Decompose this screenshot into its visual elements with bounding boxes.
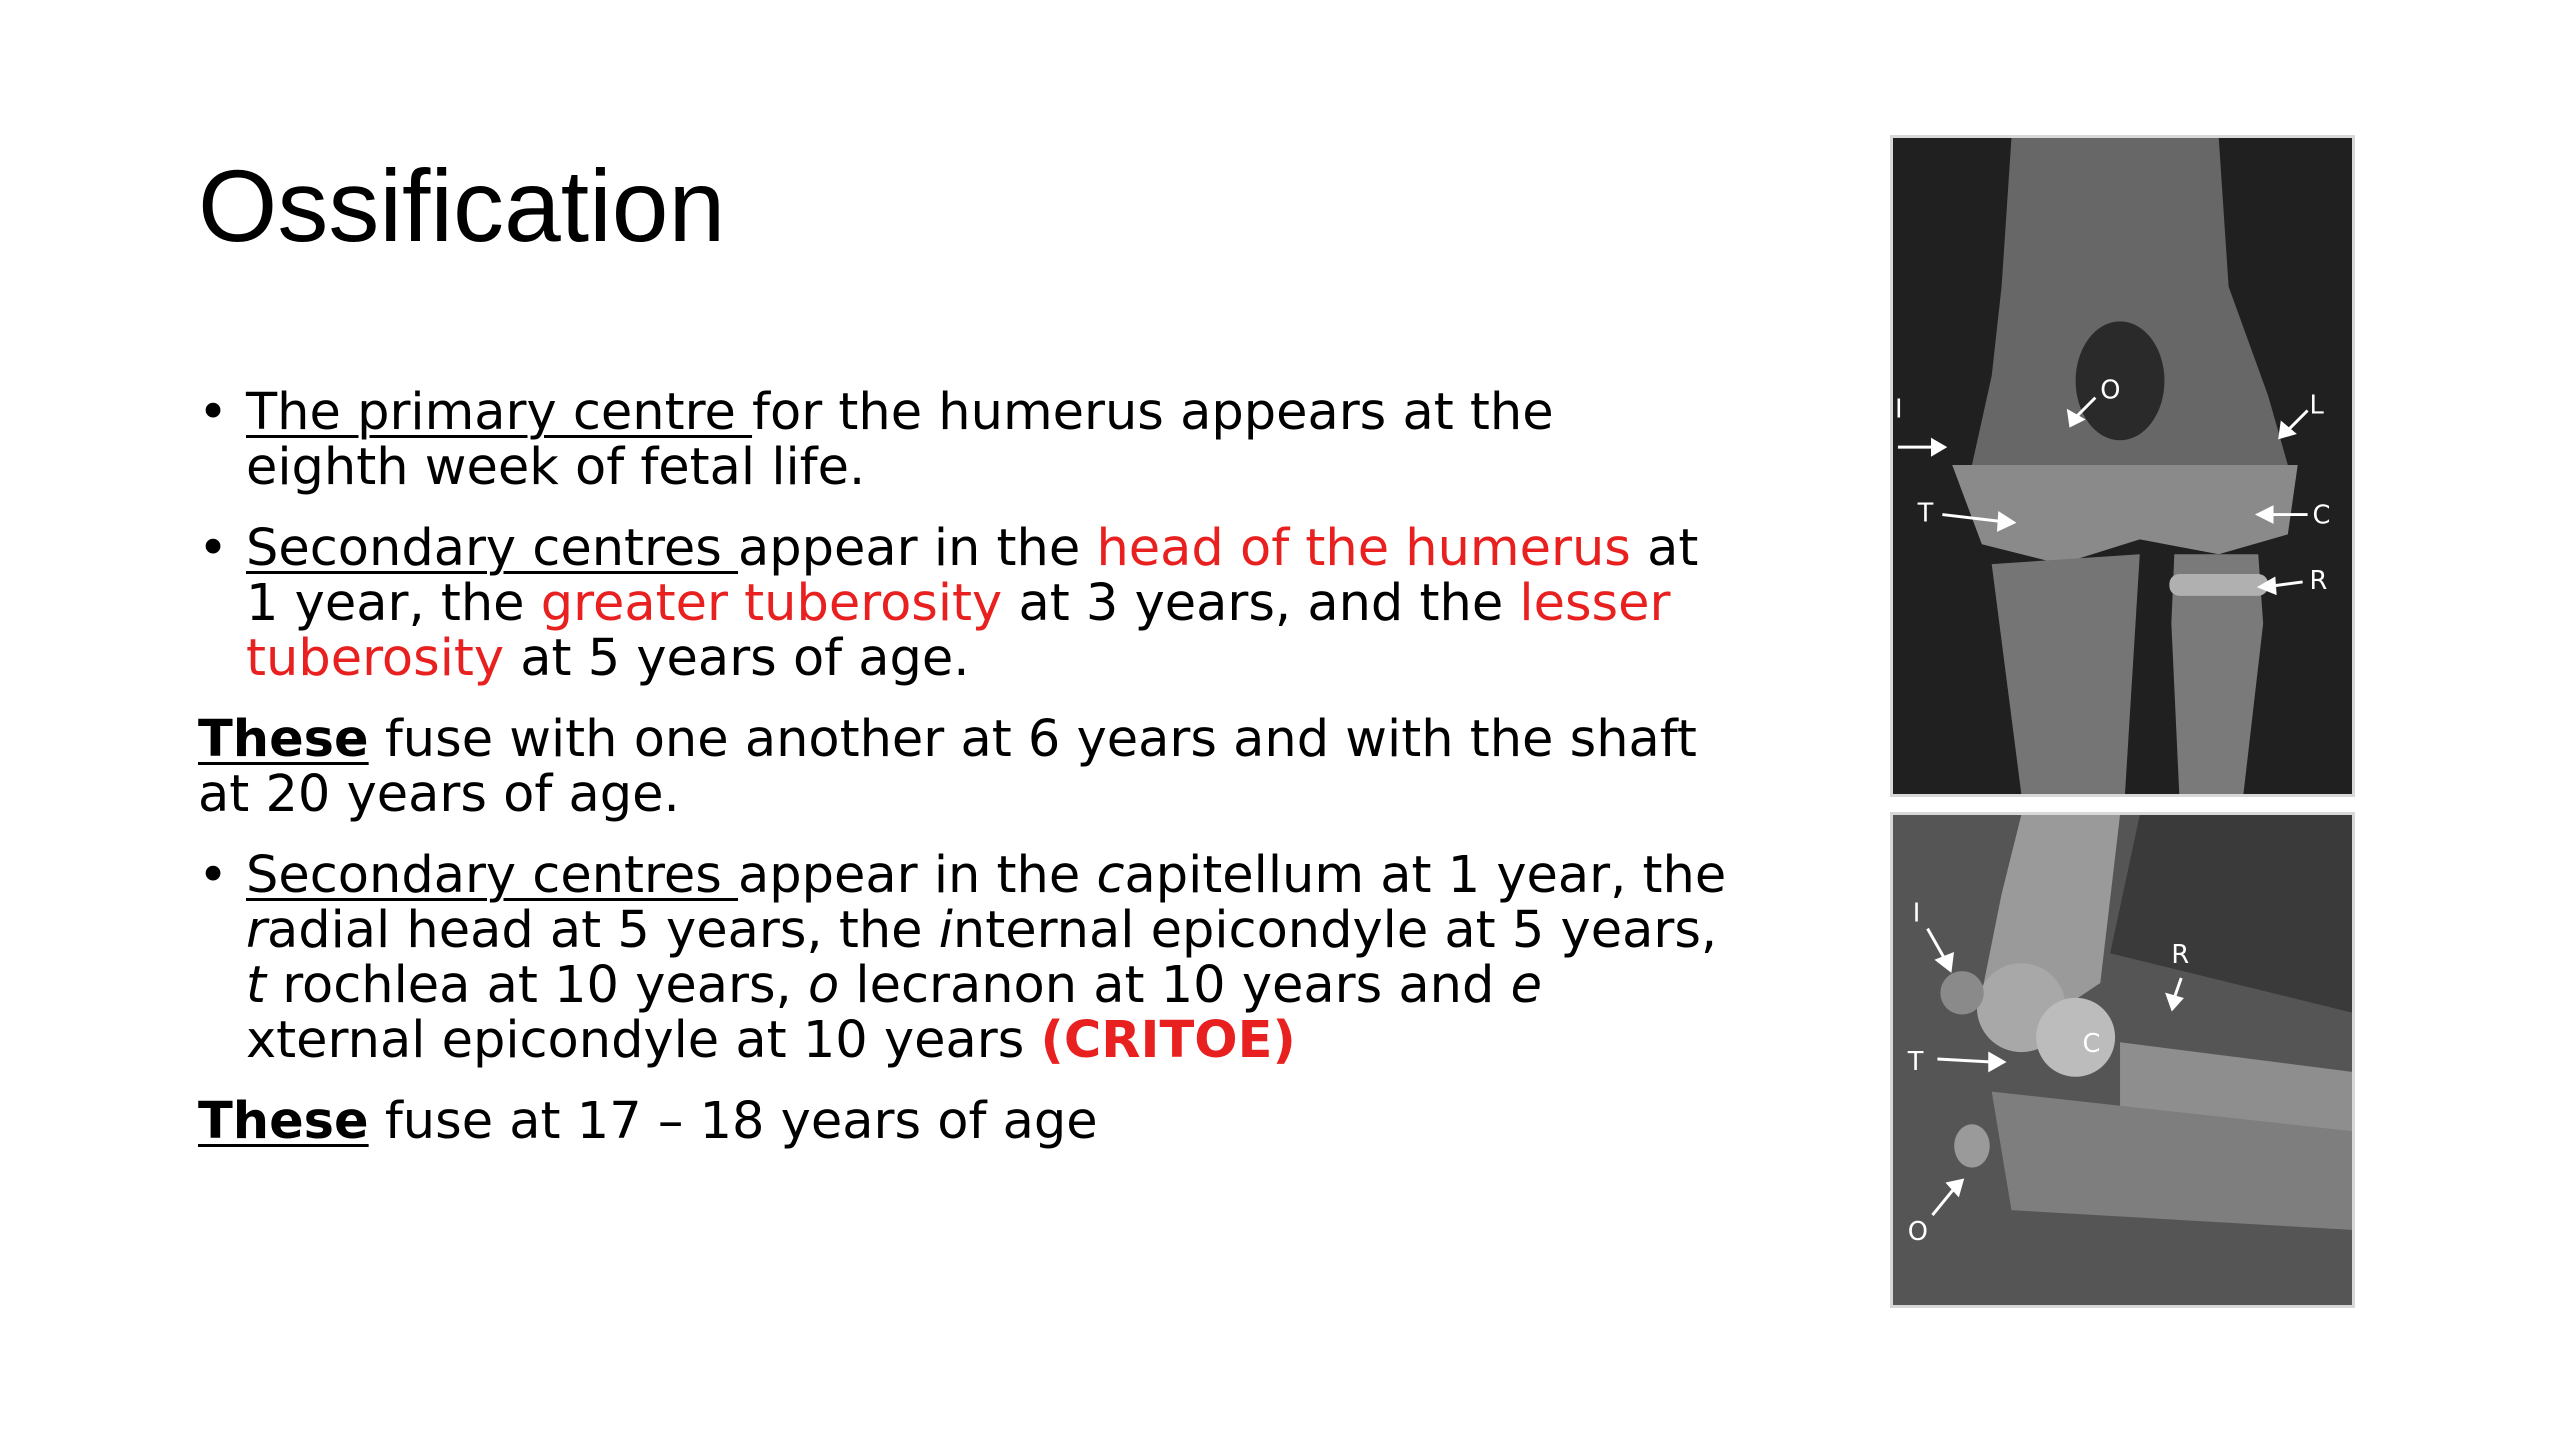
xray-elbow-ap-image bbox=[1890, 135, 2355, 797]
secondary-centres-term: Secondary centres bbox=[246, 846, 739, 905]
secondary-centres-term: Secondary centres bbox=[246, 519, 739, 578]
bullet-dot: • bbox=[198, 383, 229, 442]
primary-centre-term: The primary centre bbox=[246, 383, 753, 442]
text-segment: appear in the bbox=[738, 846, 1097, 905]
fusion-text: fuse at 17 – 18 years of age bbox=[368, 1092, 1098, 1151]
xray-elbow-ap-drawing bbox=[1893, 138, 2352, 794]
critoe-letter-t: t bbox=[246, 956, 266, 1015]
lesser-tuberosity-highlight: lesser tuberosity bbox=[246, 574, 1671, 688]
text-segment: lecranon at 10 years and bbox=[839, 956, 1511, 1015]
text-segment: at 3 years, and the bbox=[1002, 574, 1520, 633]
greater-tuberosity-highlight: greater tuberosity bbox=[540, 574, 1003, 633]
bullet-primary-centre bbox=[198, 385, 1728, 495]
text-segment: adial head at 5 years, the bbox=[266, 901, 939, 960]
fusion-text: fuse with one another at 6 years and with the shaft at 20 years of age. bbox=[198, 710, 1697, 824]
xray-bottom-label-o: O bbox=[1907, 1216, 1929, 1247]
xray-bottom-label-t: T bbox=[1907, 1046, 1924, 1077]
text-segment: rochlea at 10 years, bbox=[266, 956, 808, 1015]
xray-bottom-label-r: R bbox=[2171, 940, 2190, 971]
xray-elbow-lateral-drawing bbox=[1893, 815, 2352, 1305]
critoe-mnemonic: (CRITOE) bbox=[1040, 1011, 1296, 1070]
critoe-letter-e: e bbox=[1510, 956, 1542, 1015]
text-segment: at 5 years of age. bbox=[504, 629, 970, 688]
primary-centre-text: for the humerus appears at the eighth week of fetal life. bbox=[246, 383, 1554, 497]
text-segment: at 1 year, the bbox=[246, 519, 1699, 633]
bullet-secondary-centres-humerus bbox=[198, 521, 1728, 686]
paragraph-fusion-humerus bbox=[198, 712, 1728, 822]
these-term: These bbox=[198, 1092, 369, 1151]
text-segment: nternal epicondyle at 5 years, bbox=[952, 901, 1718, 960]
text-segment: appear in the bbox=[738, 519, 1097, 578]
these-term: These bbox=[198, 710, 369, 769]
critoe-letter-r: r bbox=[246, 901, 267, 960]
paragraph-fusion-elbow bbox=[198, 1094, 1728, 1149]
bullet-dot: • bbox=[198, 519, 229, 578]
xray-bottom-label-i: I bbox=[1912, 898, 1921, 929]
head-of-humerus-highlight: head of the humerus bbox=[1096, 519, 1631, 578]
critoe-letter-o: o bbox=[807, 956, 840, 1015]
slide-title: Ossification bbox=[198, 149, 726, 263]
xray-elbow-lateral-image bbox=[1890, 812, 2355, 1308]
critoe-letter-c: c bbox=[1096, 846, 1125, 905]
xray-top-label-c: C bbox=[2312, 500, 2331, 531]
xray-top-label-l: L bbox=[2309, 390, 2324, 421]
xray-top-label-i: I bbox=[1894, 394, 1903, 425]
critoe-letter-i: i bbox=[938, 901, 953, 960]
bullet-dot: • bbox=[198, 846, 229, 905]
xray-top-label-t: T bbox=[1917, 498, 1934, 529]
text-segment: xternal epicondyle at 10 years bbox=[246, 1011, 1041, 1070]
xray-bottom-label-c: C bbox=[2082, 1029, 2101, 1060]
xray-top-label-o: O bbox=[2100, 375, 2121, 406]
xray-top-label-r: R bbox=[2309, 565, 2328, 596]
slide-body bbox=[198, 385, 1728, 1175]
bullet-secondary-centres-elbow bbox=[198, 848, 1728, 1068]
text-segment: apitellum at 1 year, the bbox=[1124, 846, 1727, 905]
